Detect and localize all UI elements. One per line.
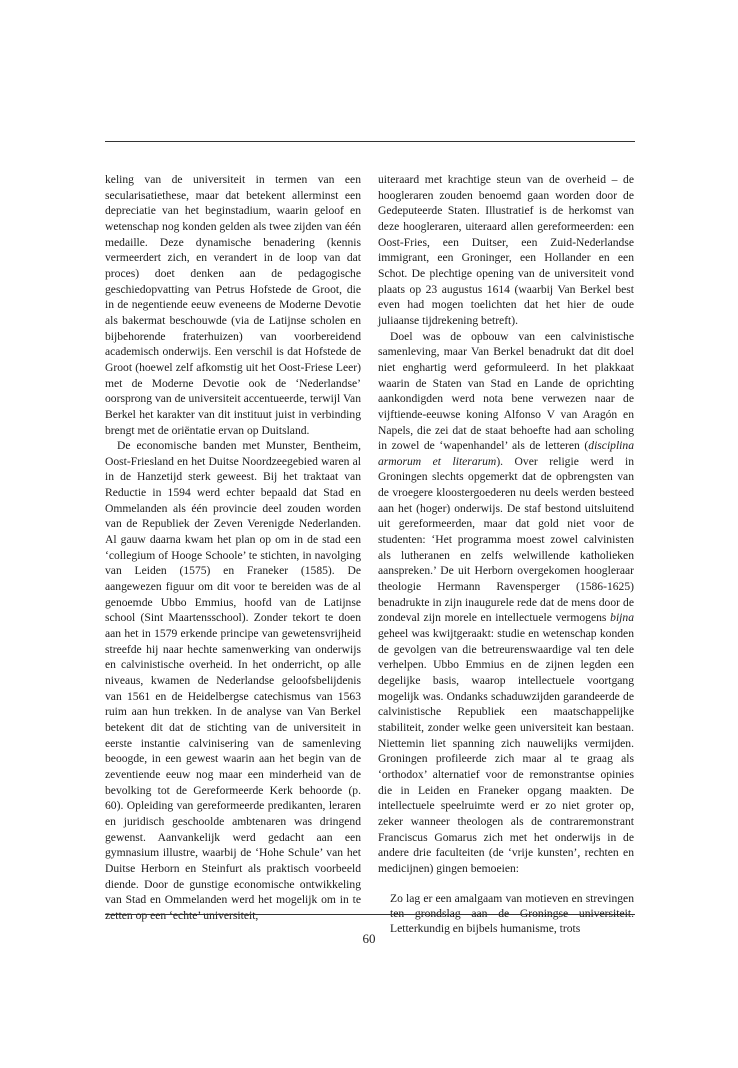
- right-paragraph-2-text-a: Doel was de opbouw van een calvinistische samenleving, maar Van Berkel benadrukt dat dit doel niet enghartig werd geformuleerd. In het plakkaat waarin de Staten van Stad en Lande de oprichting aankondigden werd nota bene verwezen naar de vijftiende-eeuwse koning Alfonso V van Aragón en Napels, die zei dat de staat behoefte had aan scholing in zowel de ‘wapenhandel’ als de letteren (: [378, 329, 634, 453]
- footer-rule: [105, 914, 635, 915]
- right-paragraph-2-text-c: geheel was kwijtgeraakt: studie en wetenschap konden de gevolgen van die betreurenswaardige val ten dele verhelpen. Ubbo Emmius en de zijnen legden een degelijke basis, waarop intellectuele voortgang mogelijk was. Ondanks schaduwzijden garandeerde de calvinistische Republiek een maatschappelijke stabiliteit, zonder welke geen universiteit kan bestaan. Niettemin liet spanning zich nauwelijks vermijden. Groningen profileerde zich maar al te graag als ‘orthodox’ alternatief voor de remonstrantse opinies die in Leiden en Franeker opgang maakten. De intellectuele speelruimte werd er zo niet groter op, zeker wanneer theologen als de contraremonstrant Franciscus Gomarus zich met het onderwijs in de andere drie faculteiten (de ‘vrije kunsten’, rechten en medicijnen) gingen bemoeien:: [378, 627, 634, 875]
- right-paragraph-2-text-b: ). Over religie werd in Groningen slechts opgemerkt dat de opbrengsten van de vroegere kloostergoederen nu deels werden besteed aan het (hoger) onderwijs. De staf bestond uitsluitend uit gereformeerden, maar dat gold niet voor de studenten: ‘Het programma moest zowel calvinisten als lutheranen en zelfs welwillende katholieken aanspreken.’ De uit Herborn overgekomen hoogleraar theologie Hermann Ravensperger (1586-1625) benadrukte in zijn inaugurele rede dat de mens door de zondeval zijn morele en intellectuele vermogens: [378, 454, 635, 625]
- right-paragraph-2-emphasis: bijna: [610, 611, 634, 625]
- right-paragraph-2-latin-phrase: disciplina armorum et literarum: [378, 439, 634, 468]
- left-paragraph-1: keling van de universiteit in termen van een secularisatiethese, maar dat betekent allerminst een depreciatie van het beginstadium, waarin geloof en wetenschap nog konden gelden als twee zijden van één medaille. Deze dynamische benadering (kennis vermeerdert zich, en verandert in de loop van dat proces) doet denken aan de pedagogische geschiedopvatting van Petrus Hofstede de Groot, die in de negentiende eeuw eveneens de Moderne Devotie als bakermat beschouwde (via de Latijnse scholen en bijbehorende fraterhuizen) van voorbereidend academisch onderwijs. Een verschil is dat Hofstede de Groot (hoewel zelf afkomstig uit het Oost-Friese Leer) met de Moderne Devotie ook de ‘Nederlandse’ oorsprong van de universiteit accentueerde, terwijl Van Berkel het karakter van dit instituut juist in verbinding brengt met de oriëntatie ervan op Duitsland.: [105, 173, 361, 437]
- page-number: 60: [362, 931, 376, 946]
- right-paragraph-1: uiteraard met krachtige steun van de overheid – de hoogleraren zouden benoemd gaan worden door de Gedeputeerde Staten. Illustratief is de herkomst van deze hoogleraren, uiteraard allen gereformeerden: een Oost-Fries, een Duitser, een Zuid-Nederlandse immigrant, een Groninger, een Hollander en een Schot. De plechtige opening van de universiteit vond plaats op 23 augustus 1614 (waarbij Van Berkel best even had mogen toelichten dat het hier de oude juliaanse tijdrekening betreft).: [378, 173, 634, 327]
- left-column: [105, 172, 361, 922]
- right-paragraph-2: [378, 329, 634, 877]
- left-paragraph-2: De economische banden met Munster, Bentheim, Oost-Friesland en het Duitse Noordzeegebied waren al in de Hanzetijd sterk geweest. Bij het traktaat van Reductie in 1594 werd echter bepaald dat Stad en Ommelanden als één provincie deel zouden worden van de Republiek der Zeven Verenigde Nederlanden. Al gauw daarna kwam het plan op om in de stad een ‘collegium of Hooge Schoole’ te stichten, in navolging van Leiden (1575) en Franeker (1585). De aangewezen figuur om dit voor te bereiden was de al genoemde Ubbo Emmius, hoofd van de Latijnse school (Sint Maartensschool). Zonder tekort te doen aan het in 1579 erkende principe van gewetensvrijheid streefde hij naar hechte samenwerking van onderwijs en calvinistische overheid. In het onderricht, op alle niveaus, kwamen de Nederlandse geloofsbelijdenis van 1561 en de Heidelbergse catechismus van 1563 ruim aan hun trekken. In de analyse van Van Berkel betekent dit dat de stichting van de universiteit in eerste instantie calvinisering van de samenleving beoogde, in een gewest waarin aan het begin van de zeventiende eeuw nog maar een minderheid van de bevolking tot de Gereformeerde Kerk behoorde (p. 60). Opleiding van gereformeerde predikanten, leraren en juridisch geschoolde ambtenaren was dringend gewenst. Aanvankelijk werd gedacht aan een gymnasium illustre, waarbij de ‘Hohe Schule’ van het Duitse Herborn en Steinfurt als praktisch voorbeeld diende. Door de gunstige economische ontwikkeling van Stad en Ommelanden werd het mogelijk om in te zetten op een ‘echte’ universiteit,: [105, 439, 361, 922]
- block-quote: Zo lag er een amalgaam van motieven en strevingen ten grondslag aan de Groningse universiteit. Letterkundig en bijbels humanisme, trots: [390, 891, 634, 935]
- right-column: [378, 172, 635, 935]
- header-rule: [105, 141, 635, 142]
